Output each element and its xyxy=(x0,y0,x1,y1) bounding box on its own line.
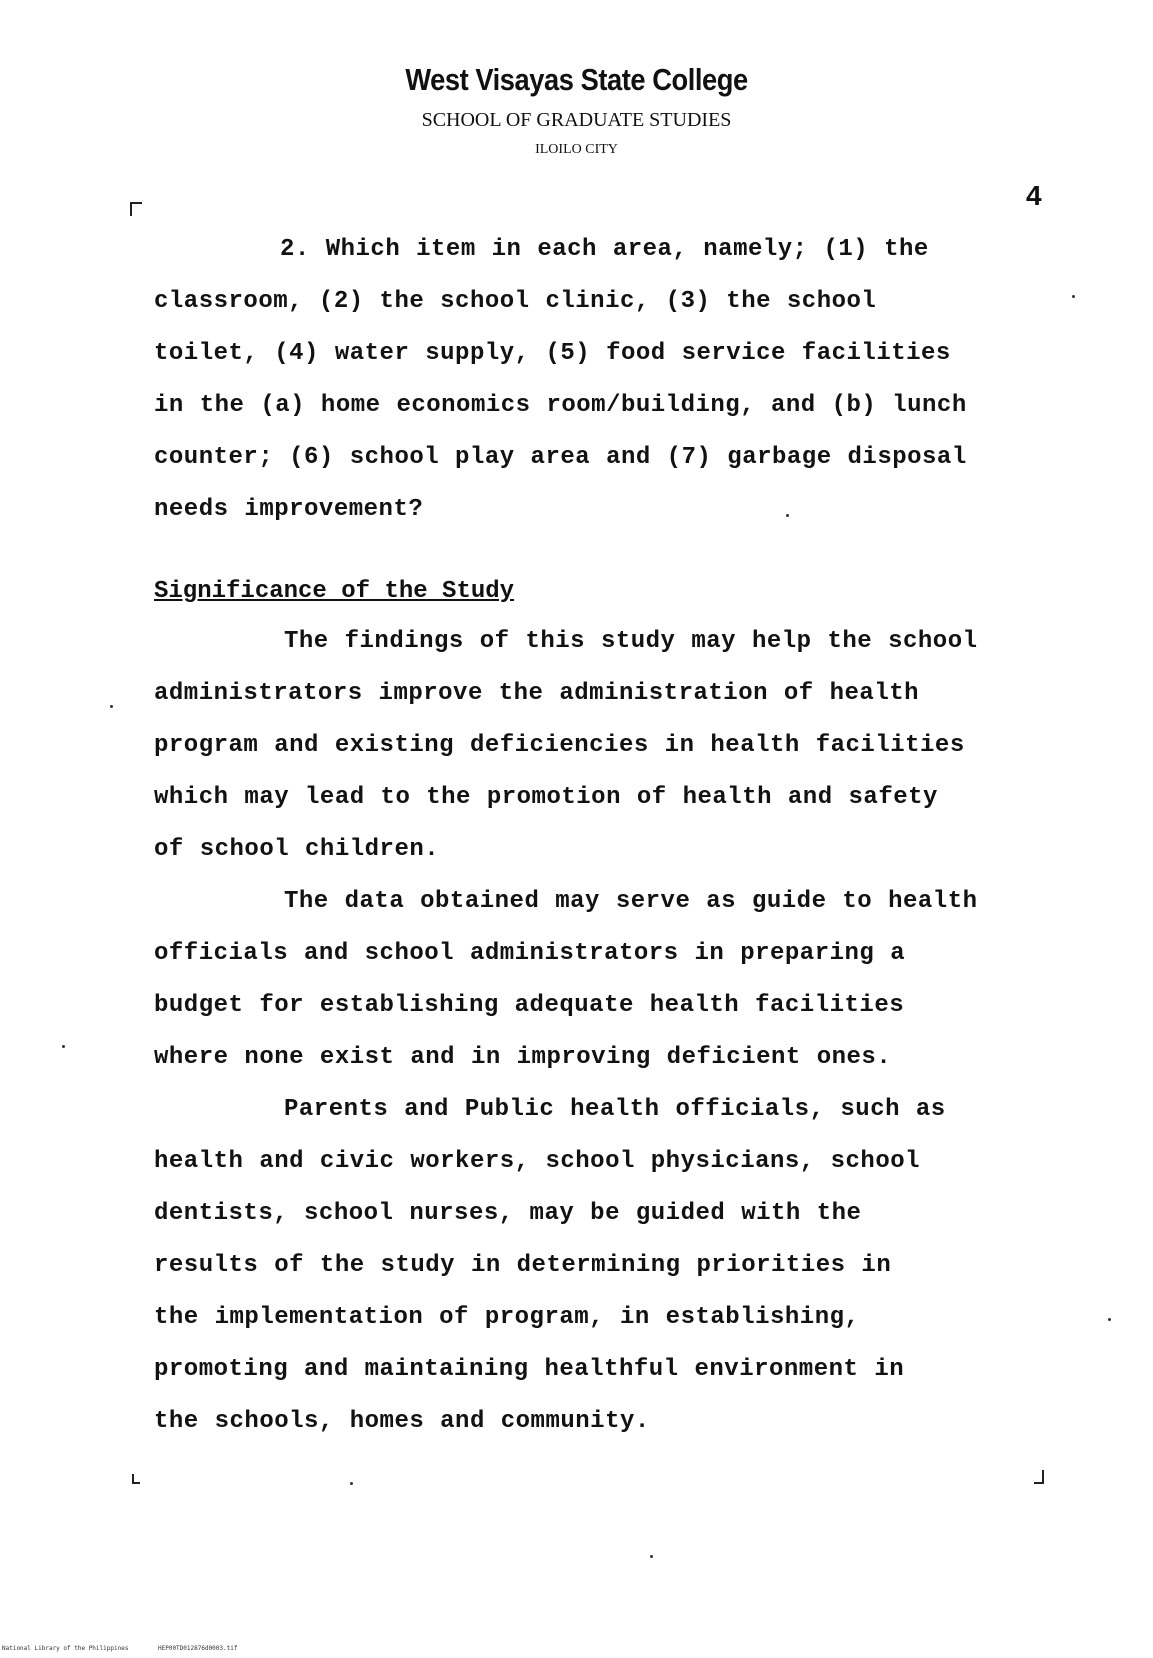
question-line: counter; (6) school play area and (7) garbage disposal xyxy=(154,444,967,471)
page-number: 4 xyxy=(1026,180,1042,211)
paragraph-line: The data obtained may serve as guide to health xyxy=(284,888,978,915)
paragraph-line: budget for establishing adequate health facilities xyxy=(154,992,905,1019)
paragraph-line: dentists, school nurses, may be guided with the xyxy=(154,1200,862,1227)
paragraph-line: health and civic workers, school physicians, school xyxy=(154,1148,921,1175)
scan-speck xyxy=(650,1555,653,1558)
paragraph-line: which may lead to the promotion of health and safety xyxy=(154,784,938,811)
paragraph-line: program and existing deficiencies in health facilities xyxy=(154,732,965,759)
city-name: ILOILO CITY xyxy=(535,142,618,157)
footer-library: National Library of the Philippines xyxy=(2,1645,129,1652)
paragraph-line: the implementation of program, in establishing, xyxy=(154,1304,860,1331)
crop-mark-bottom-left xyxy=(132,1474,140,1484)
school-name: SCHOOL OF GRADUATE STUDIES xyxy=(421,109,732,131)
scan-speck xyxy=(110,705,113,708)
paragraph-line: of school children. xyxy=(154,836,440,863)
scan-speck xyxy=(786,514,789,517)
scan-speck xyxy=(62,1045,65,1048)
paragraph-line: promoting and maintaining healthful environment in xyxy=(154,1356,905,1383)
paragraph-line: the schools, homes and community. xyxy=(154,1408,650,1435)
paragraph-line: administrators improve the administration of health xyxy=(154,680,920,707)
paragraph-line: Parents and Public health officials, such as xyxy=(284,1096,946,1123)
crop-mark-top-left xyxy=(130,202,142,216)
section-heading: Significance of the Study xyxy=(154,578,515,605)
question-line: needs improvement? xyxy=(154,496,424,523)
college-name: West Visayas State College xyxy=(405,62,748,97)
scan-speck xyxy=(1108,1318,1111,1321)
footer-file-id: HEP00TD012876d0003.tif xyxy=(158,1645,238,1652)
crop-mark-bottom-right xyxy=(1034,1470,1044,1484)
question-line: in the (a) home economics room/building, and (b) lunch xyxy=(154,392,967,419)
paragraph-line: where none exist and in improving deficient ones. xyxy=(154,1044,892,1071)
question-line: classroom, (2) the school clinic, (3) the school xyxy=(154,288,877,315)
question-line: 2. Which item in each area, namely; (1) the xyxy=(280,236,929,263)
paragraph-line: The findings of this study may help the school xyxy=(284,628,978,655)
scan-speck xyxy=(350,1482,353,1485)
paragraph-line: results of the study in determining priorities in xyxy=(154,1252,892,1279)
question-line: toilet, (4) water supply, (5) food service facilities xyxy=(154,340,951,367)
paragraph-line: officials and school administrators in preparing a xyxy=(154,940,906,967)
scan-speck xyxy=(1072,295,1075,298)
